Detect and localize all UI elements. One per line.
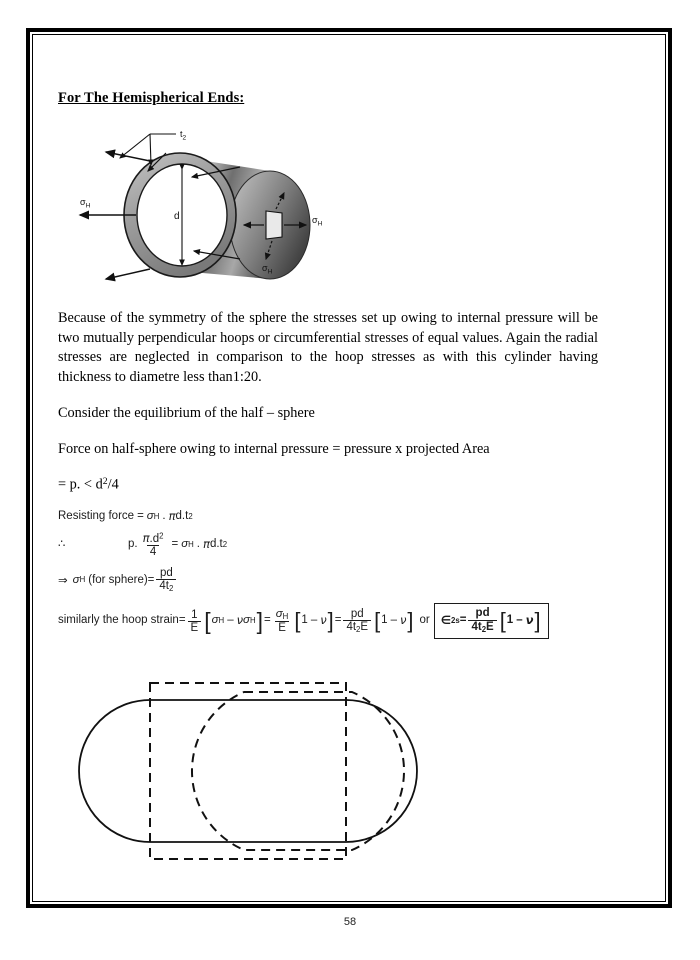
eq1-pi: π bbox=[168, 509, 176, 524]
paragraph-force: Force on half-sphere owing to internal pressure = pressure x projected Area bbox=[58, 440, 490, 457]
boxed-one: 1 bbox=[506, 613, 514, 626]
boxed-bracket-open: [ bbox=[499, 607, 506, 633]
boxed-nu: ν bbox=[525, 612, 534, 627]
eq4-bracket-open: [ bbox=[204, 607, 211, 634]
boxed-numerator: pd bbox=[475, 607, 490, 620]
eq2-tail-sub: 2 bbox=[222, 540, 228, 550]
eq2-tail: d.t bbox=[209, 538, 223, 551]
eq4-minus-3: – bbox=[390, 614, 397, 627]
eq4-equals-1: = bbox=[178, 614, 186, 627]
cylinder-stress-svg bbox=[58, 119, 598, 287]
boxed-bracket-close: ] bbox=[534, 607, 541, 633]
hemispherical-end-stress-diagram bbox=[58, 119, 598, 287]
label-thickness: $t_2$ bbox=[180, 129, 187, 142]
eq2-sigma: σ bbox=[181, 538, 189, 551]
projected-area-prefix: = p. < d bbox=[58, 476, 103, 493]
eq2-fraction bbox=[140, 532, 167, 558]
eq4-sigma-a: σ bbox=[211, 614, 219, 627]
eq4-equals-2: = bbox=[264, 614, 271, 627]
eq4-f1-num: 1 bbox=[191, 608, 198, 621]
eq4-f2-num: $\sigma_H$ bbox=[275, 607, 289, 622]
eq2-therefore: ∴ bbox=[58, 538, 66, 551]
projected-area-exponent: 2 bbox=[102, 476, 108, 488]
eq4-sqbracket2-open: [ bbox=[374, 608, 381, 634]
eq2-dot: . bbox=[196, 538, 200, 551]
eq2-equals: = bbox=[171, 538, 179, 551]
eq4-f3-den: $4t_2E$ bbox=[343, 620, 371, 634]
eq1-sigma-sub: H bbox=[153, 512, 160, 522]
eq4-or: or bbox=[419, 614, 430, 627]
eq2-sigma-sub: H bbox=[188, 540, 194, 550]
eq3-denominator: $4t_2$ bbox=[156, 579, 176, 593]
eq1-tail-sub: 2 bbox=[188, 512, 193, 522]
document-content bbox=[58, 90, 598, 866]
eq4-f1-den: E bbox=[188, 621, 202, 634]
deformed-outline-dashed bbox=[192, 692, 404, 850]
boxed-denominator: $4t_2E$ bbox=[468, 620, 496, 634]
eq2-denominator: 4 bbox=[147, 545, 159, 558]
eq3-sigma: σ bbox=[72, 573, 80, 586]
boxed-minus: – bbox=[516, 613, 523, 626]
eq4-equals-3: = bbox=[334, 614, 342, 627]
eq4-sqbracket2-close: ] bbox=[407, 608, 414, 634]
eq3-fraction bbox=[156, 567, 176, 593]
eq1-dot: . bbox=[162, 510, 166, 523]
label-hoop-stress-left: $\sigma_H$ bbox=[80, 197, 91, 210]
eq4-fraction-2 bbox=[273, 608, 292, 634]
boxed-result-hoop-strain bbox=[434, 603, 549, 638]
eq1-lhs: Resisting force bbox=[58, 510, 135, 523]
boxed-epsilon: ∈ bbox=[440, 612, 452, 627]
paragraph-projected-area bbox=[58, 475, 598, 495]
label-diameter: d bbox=[174, 211, 180, 222]
eq4-sqbracket-open: [ bbox=[294, 608, 301, 634]
eq4-f3-num: pd bbox=[350, 607, 364, 620]
derivation-equations bbox=[58, 511, 598, 639]
equation-force-balance bbox=[58, 532, 598, 558]
eq4-sqbracket-close: ] bbox=[327, 608, 334, 634]
paragraph-symmetry: Because of the symmetry of the sphere the stresses set up owing to internal pressure will be two mutually perpendicular hoops or circumferential stresses of equal values. Again the radial stresses are neglected in comparison to the hoop stresses as with this cylinder having thickness to diametre less than1:20. bbox=[58, 310, 598, 386]
eq4-sigma-a-sub: H bbox=[218, 616, 225, 626]
eq4-fraction-1 bbox=[188, 609, 202, 634]
label-hoop-stress-right: $\sigma_H$ bbox=[312, 215, 323, 228]
boxed-equals: = bbox=[459, 613, 467, 626]
boxed-epsilon-sub: 2s bbox=[451, 615, 460, 625]
eq4-lead: similarly the hoop strain bbox=[58, 614, 179, 627]
cylinder-portion-rectangle-dashed bbox=[150, 683, 346, 859]
page-number: 58 bbox=[343, 916, 357, 928]
equation-hoop-strain bbox=[58, 603, 598, 638]
eq1-sigma: σ bbox=[146, 510, 154, 523]
projected-area-suffix: /4 bbox=[107, 476, 119, 493]
eq4-sigma-b: σ bbox=[243, 614, 250, 627]
eq4-one-2: 1 bbox=[381, 614, 388, 627]
eq3-sigma-sub: H bbox=[79, 575, 86, 585]
equation-resisting-force bbox=[58, 511, 598, 523]
eq4-f2-den: E bbox=[275, 621, 289, 634]
eq3-equals: = bbox=[147, 573, 155, 586]
eq1-tail: d.t bbox=[175, 510, 189, 523]
eq4-minus-2: – bbox=[310, 614, 318, 627]
eq4-sigma-b-sub: H bbox=[249, 616, 256, 626]
eq3-arrow: ⇒ bbox=[58, 572, 68, 587]
vessel-deformation-svg bbox=[58, 661, 598, 866]
eq4-nu-1: ν bbox=[236, 613, 244, 628]
eq4-bracket-close: ] bbox=[256, 607, 264, 634]
eq4-nu-3: ν bbox=[399, 613, 407, 628]
boxed-fraction bbox=[468, 607, 496, 633]
eq2-p: p. bbox=[128, 538, 138, 551]
eq1-equals: = bbox=[137, 510, 144, 523]
pressure-vessel-deformation-diagram bbox=[58, 661, 598, 866]
eq3-note: (for sphere) bbox=[88, 573, 148, 586]
eq3-numerator: pd bbox=[159, 567, 173, 580]
eq4-minus-1: – bbox=[227, 614, 234, 627]
eq2-pi: π bbox=[203, 537, 210, 552]
eq4-fraction-3 bbox=[343, 608, 371, 634]
paragraph-equilibrium: Consider the equilibrium of the half – sphere bbox=[58, 404, 315, 421]
original-capsule-solid bbox=[79, 700, 417, 842]
section-heading: For The Hemispherical Ends: bbox=[58, 90, 245, 106]
eq4-one-1: 1 bbox=[301, 614, 308, 627]
eq2-numerator: $\pi.d^2$ bbox=[142, 530, 164, 545]
eq4-nu-2: ν bbox=[320, 613, 327, 628]
equation-sphere-hoop-stress bbox=[58, 567, 598, 593]
label-hoop-stress-lower: $\sigma_H$ bbox=[262, 263, 273, 276]
